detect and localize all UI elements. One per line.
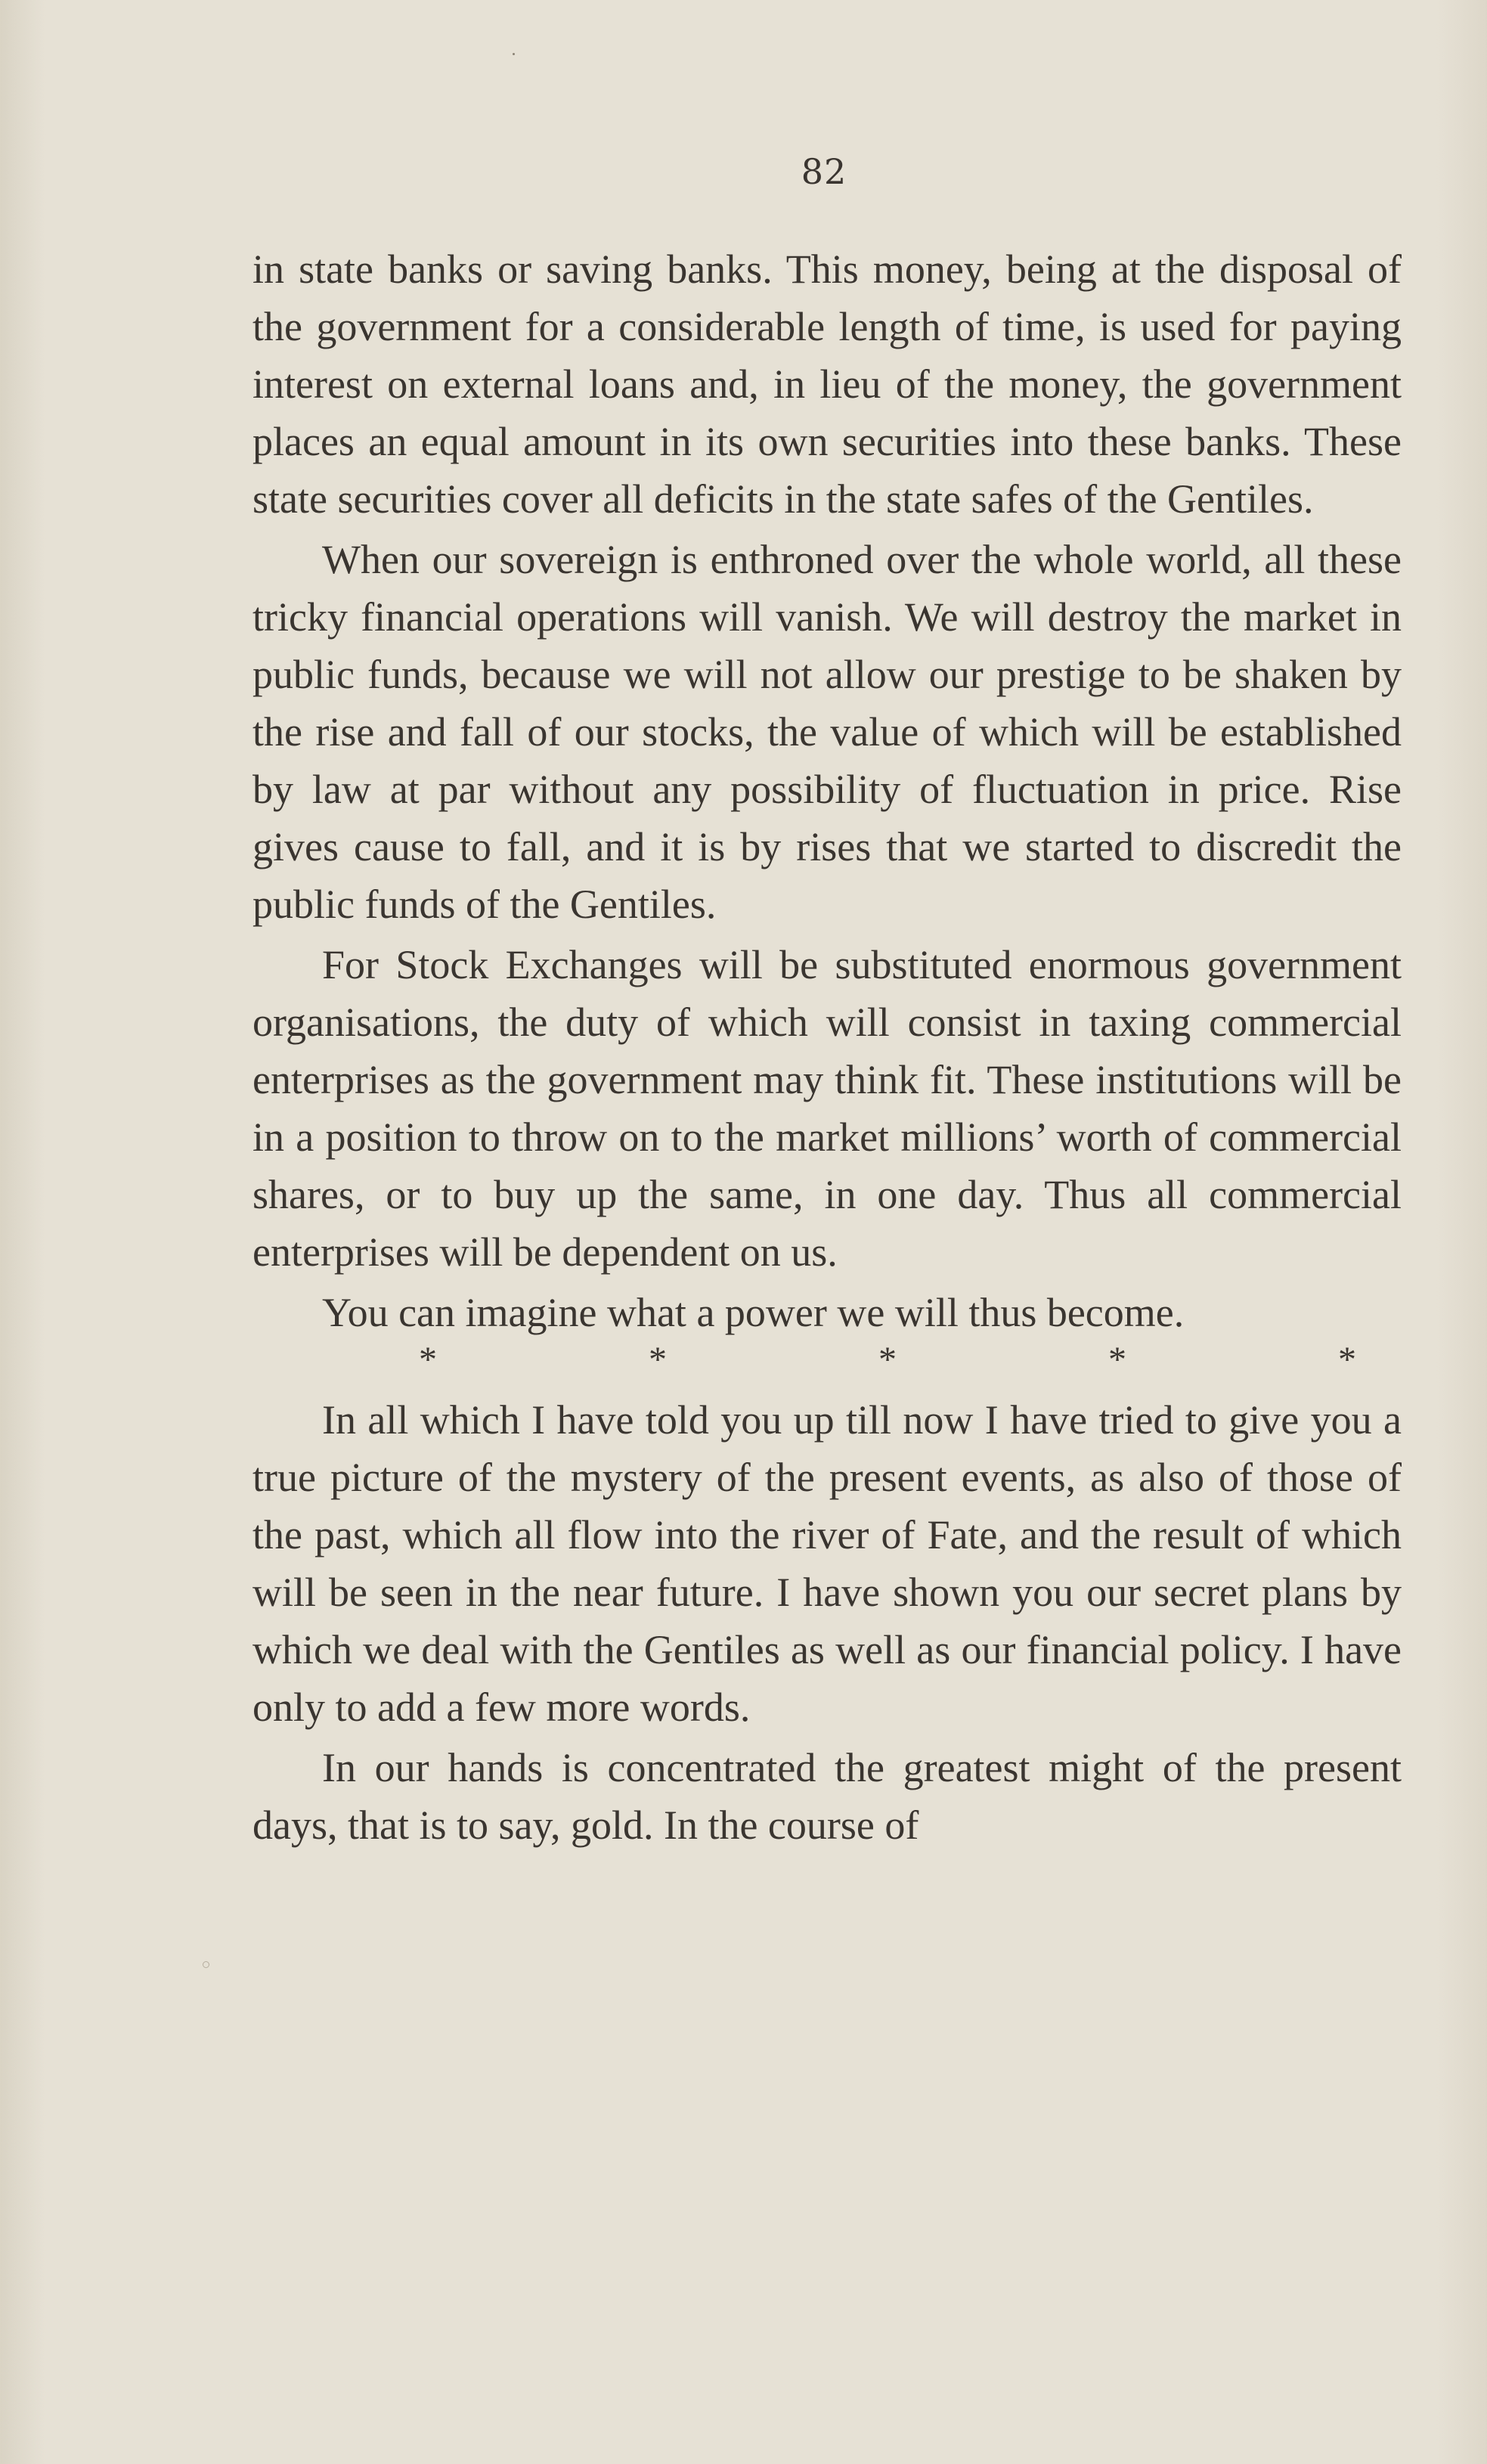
section-break — [252, 1334, 1402, 1387]
page-body — [252, 240, 1402, 1857]
asterisk: * — [649, 1340, 667, 1380]
paragraph: In all which I have told you up till now I have tried to give you a true picture of the mystery of the present events, as also of those of the past, which all flow into the river of Fate, and the result of which will be seen in the near future. I have shown you our secret plans by which we deal with the Gentiles as well as our financial policy. I have only to add a few more words. — [252, 1397, 1402, 1730]
asterisk: * — [419, 1340, 437, 1380]
asterisk: * — [1338, 1340, 1356, 1380]
paper-speck — [203, 1961, 209, 1968]
asterisk: * — [878, 1340, 897, 1380]
paragraph: In our hands is concentrated the greatest might of the present days, that is to say, gold. In the course of — [252, 1745, 1402, 1848]
paragraph: When our sovereign is enthroned over the whole world, all these tricky financial operations will vanish. We will destroy the market in public funds, because we will not allow our prestige to be shaken by the rise and fall of our stocks, the value of which will be established by law at par without any possibility of fluctuation in price. Rise gives cause to fall, and it is by rises that we started to discredit the public funds of the Gentiles. — [252, 537, 1402, 927]
paragraph: in state banks or saving banks. This money, being at the disposal of the government for a considerable length of time, is used for paying interest on external loans and, in lieu of the money, the government places an equal amount in its own securities into these banks. These state securities cover all deficits in the state safes of the Gentiles. — [252, 246, 1402, 522]
paragraph: You can imagine what a power we will thus become. — [322, 1290, 1185, 1335]
paper-speck — [513, 53, 515, 55]
asterisk: * — [1108, 1340, 1126, 1380]
paragraph: For Stock Exchanges will be substituted enormous government organisations, the duty of which will consist in taxing commercial enterprises as the government may think fit. These institutions will be in a position to throw on to the market millions’ worth of commercial shares, or to buy up the same, in one day. Thus all commercial enterprises will be dependent on us. — [252, 942, 1402, 1275]
page-number: 82 — [801, 151, 847, 192]
